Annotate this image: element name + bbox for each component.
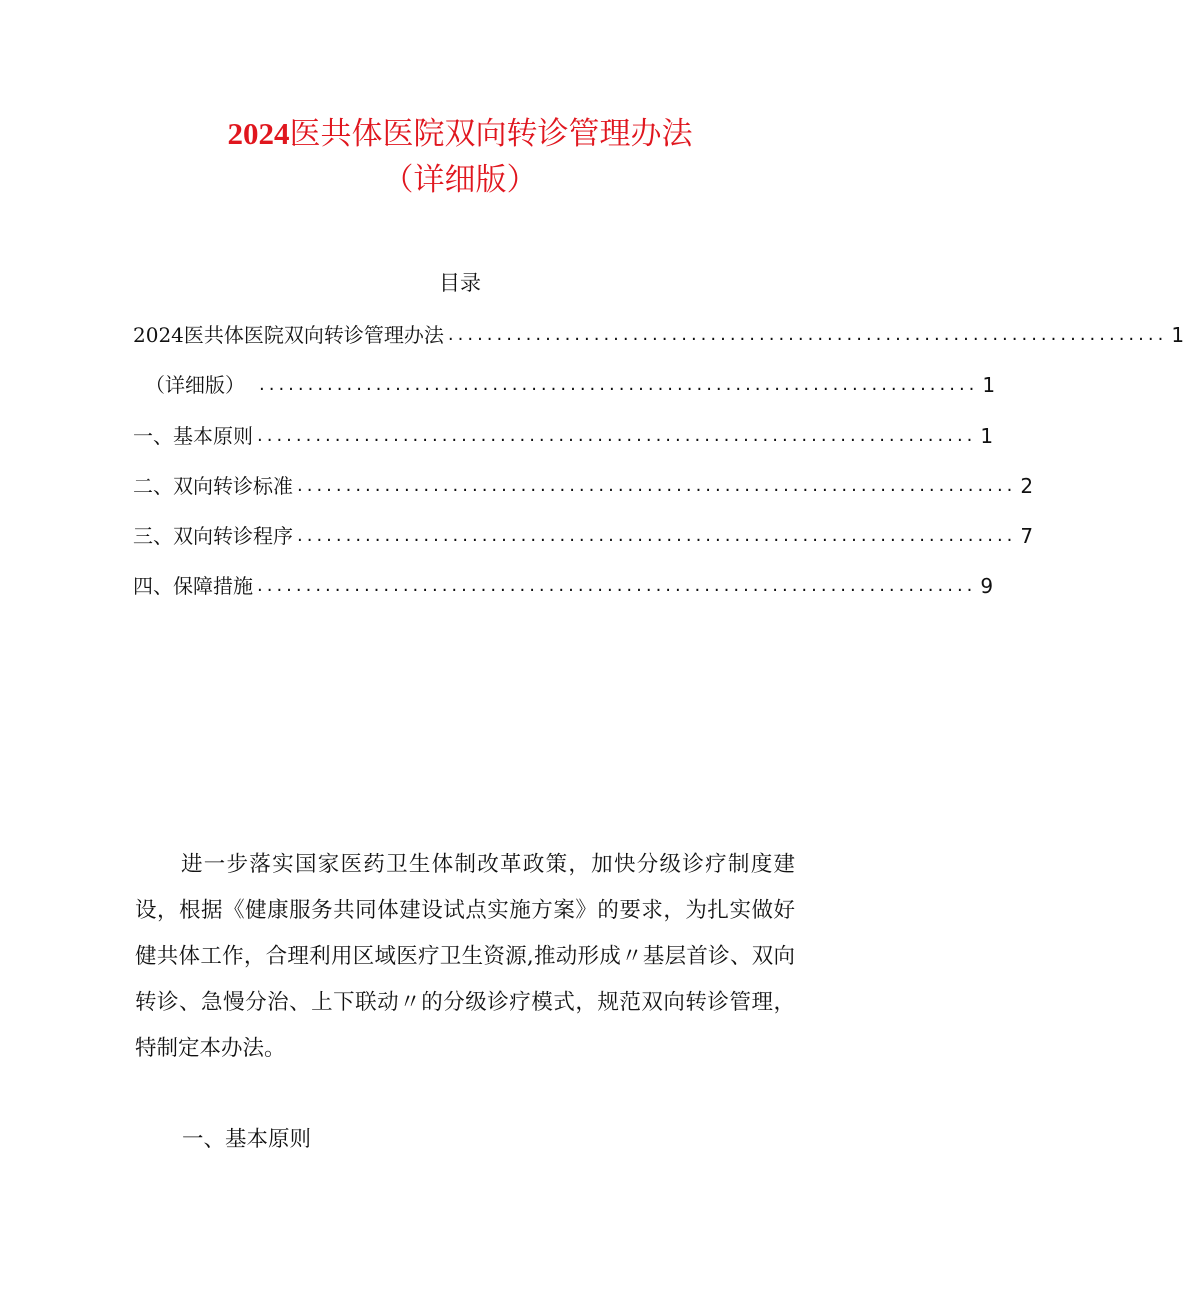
- toc-entry-page: 1: [980, 424, 994, 448]
- toc-entry[interactable]: [133, 521, 1034, 551]
- toc-entry-page: 1: [982, 373, 996, 397]
- toc-heading: 目录: [439, 271, 481, 295]
- toc-entry-label: 一、基本原则: [133, 424, 253, 448]
- toc-entry[interactable]: [133, 471, 1034, 501]
- toc-leader-dots: ..........................................................................: [257, 425, 977, 446]
- toc-leader-dots: ..........................................................................: [257, 575, 977, 596]
- document-subtitle: （详细版）: [382, 162, 538, 198]
- toc-entry-label: 2024医共体医院双向转诊管理办法: [133, 323, 444, 347]
- intro-paragraph: 进一步落实国家医药卫生体制改革政策，加快分级诊疗制度建设，根据《健康服务共同体建设试点实施方案》的要求，为扎实做好健共体工作，合理利用区域医疗卫生资源,推动形成〃基层首诊、双向转诊、急慢分治、上下联动〃的分级诊疗模式，规范双向转诊管理，特制定本办法。: [135, 852, 795, 1061]
- toc-entry-page: 9: [980, 574, 994, 598]
- toc-entry-label: （详细版）: [145, 373, 245, 397]
- toc-entry-label: 二、双向转诊标准: [133, 474, 293, 498]
- section-heading: 一、基本原则: [182, 1127, 312, 1152]
- toc-entry-label: 四、保障措施: [133, 574, 253, 598]
- toc-leader-dots: ..........................................................................: [447, 324, 1168, 345]
- toc-entry[interactable]: [133, 320, 1184, 350]
- toc-entry-page: 2: [1020, 474, 1034, 498]
- toc-entry-page: 1: [1171, 323, 1184, 347]
- toc-entry[interactable]: [133, 421, 994, 451]
- toc-entry[interactable]: [133, 370, 996, 400]
- toc-entry-page: 7: [1020, 524, 1034, 548]
- toc-entry[interactable]: [133, 571, 994, 601]
- toc-leader-dots: ..........................................................................: [297, 475, 1017, 496]
- title-text: 医共体医院双向转诊管理办法: [289, 116, 693, 152]
- toc-leader-dots: ..........................................................................: [259, 374, 979, 395]
- document-title: [0, 114, 920, 154]
- toc-entry-label: 三、双向转诊程序: [133, 524, 293, 548]
- toc-leader-dots: ..........................................................................: [297, 525, 1017, 546]
- title-year: 2024: [227, 116, 290, 151]
